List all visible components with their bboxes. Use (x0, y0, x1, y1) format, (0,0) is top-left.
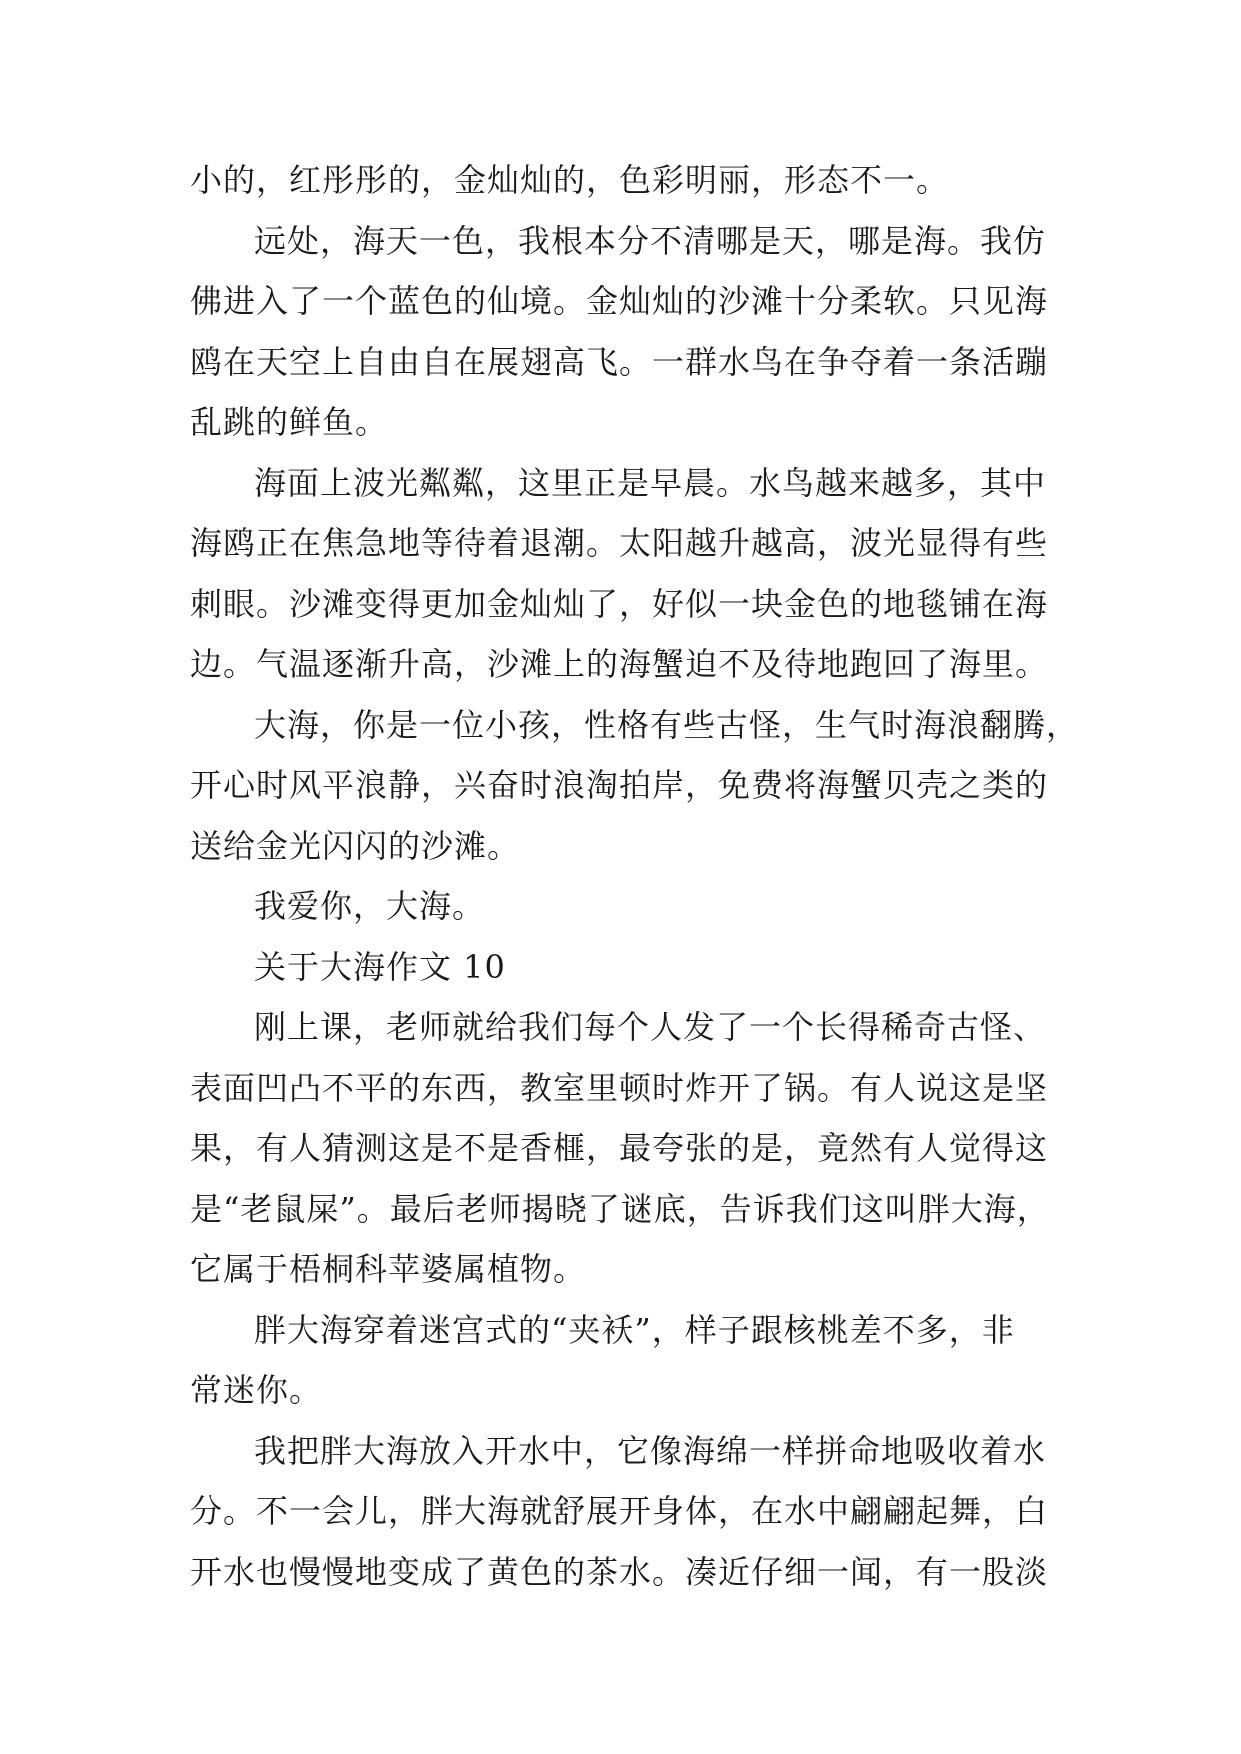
paragraph-start-line: 大海，你是一位小孩，性格有些古怪，生气时海浪翻腾， (254, 705, 1080, 744)
text-line: 鸥在天空上自由自在展翅高飞。一群水鸟在争夺着一条活蹦 (190, 342, 1049, 381)
text-line: 小的，红彤彤的，金灿灿的，色彩明丽，形态不一。 (190, 161, 950, 199)
text-line: 果，有人猜测这是不是香榧，最夸张的是，竟然有人觉得这 (190, 1129, 1049, 1167)
section-heading: 关于大海作文 10 (254, 947, 506, 986)
text-line: 表面凹凸不平的东西，教室里顿时炸开了锅。有人说这是坚 (190, 1068, 1049, 1107)
text-line: 边。气温逐渐升高，沙滩上的海蟹迫不及待地跑回了海里。 (190, 645, 1049, 683)
paragraph-start-line: 刚上课，老师就给我们每个人发了一个长得稀奇古怪、 (254, 1008, 1047, 1046)
paragraph-start-line: 胖大海穿着迷宫式的“夹袄”，样子跟核桃差不多，非 (254, 1310, 1015, 1349)
paragraph-start-line: 我把胖大海放入开水中，它像海绵一样拼命地吸收着水 (254, 1431, 1047, 1470)
text-line: 海鸥正在焦急地等待着退潮。太阳越升越高，波光显得有些 (190, 524, 1049, 562)
text-line: 开心时风平浪静，兴奋时浪淘拍岸，免费将海蟹贝壳之类的 (190, 766, 1049, 804)
paragraph-start-line: 海面上波光粼粼，这里正是早晨。水鸟越来越多，其中 (254, 463, 1047, 502)
text-line: 是“老鼠屎”。最后老师揭晓了谜底，告诉我们这叫胖大海， (190, 1189, 1050, 1228)
text-line: 乱跳的鲜鱼。 (190, 403, 389, 441)
text-line: 刺眼。沙滩变得更加金灿灿了，好似一块金色的地毯铺在海 (190, 584, 1049, 623)
paragraph-start-line: 远处，海天一色，我根本分不清哪是天，哪是海。我仿 (254, 221, 1047, 260)
text-line: 送给金光闪闪的沙滩。 (190, 826, 521, 865)
text-line: 分。不一会儿，胖大海就舒展开身体，在水中翩翩起舞，白 (190, 1492, 1049, 1530)
essay-body (190, 150, 1080, 1602)
text-line: 常迷你。 (190, 1371, 323, 1409)
text-line: 它属于梧桐科苹婆属植物。 (190, 1250, 587, 1288)
text-line: 佛进入了一个蓝色的仙境。金灿灿的沙滩十分柔软。只见海 (190, 282, 1049, 320)
paragraph-start-line: 我爱你，大海。 (254, 887, 486, 925)
text-line: 开水也慢慢地变成了黄色的茶水。凑近仔细一闻，有一股淡 (190, 1552, 1049, 1591)
